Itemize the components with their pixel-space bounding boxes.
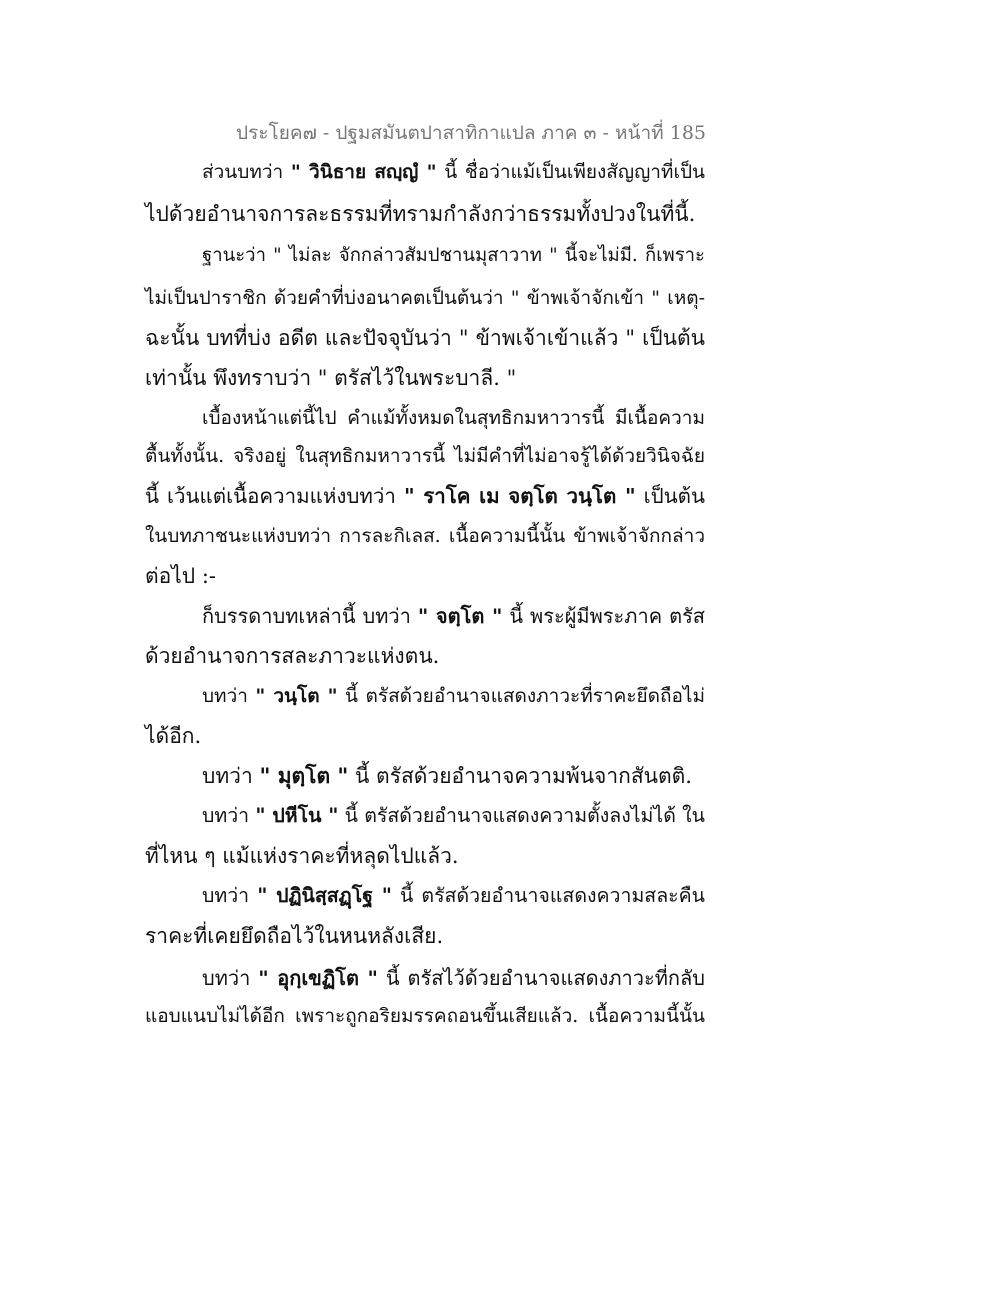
text-line: ตื้นทั้งนั้น. จริงอยู่ ในสุทธิกมหาวารนี้ ไม่มีคำที่ไม่อาจรู้ได้ด้วยวินิจฉัย bbox=[145, 445, 705, 467]
text-line: เบื้องหน้าแต่นี้ไป คำแม้ทั้งหมดในสุทธิกมหาวารนี้ มีเนื้อความ bbox=[202, 407, 705, 429]
text-line: ในบทภาชนะแห่งบทว่า การละกิเลส. เนื้อความนี้นั้น ข้าพเจ้าจักกล่าว bbox=[145, 525, 705, 547]
text-line: นี้ เว้นแต่เนื้อความแห่งบทว่า " ราโค เม จตฺโต วนฺโต " เป็นต้น bbox=[145, 484, 705, 508]
text-line: บทว่า " ปฏินิสฺสฏฺโฐ " นี้ ตรัสด้วยอำนาจแสดงความสละคืน bbox=[202, 884, 705, 907]
text-line: บทว่า " อุกฺเขฏิโต " นี้ ตรัสไว้ด้วยอำนาจแสดงภาวะที่กลับ bbox=[202, 966, 705, 990]
text-line: ไปด้วยอำนาจการละธรรมที่ทรามกำลังกว่าธรรมทั้งปวงในที่นี้. bbox=[145, 202, 696, 226]
text-line: บทว่า " ปหีโน " นี้ ตรัสด้วยอำนาจแสดงความตั้งลงไม่ได้ ใน bbox=[202, 804, 705, 827]
text-line: ก็บรรดาบทเหล่านี้ บทว่า " จตฺโต " นี้ พระผู้มีพระภาค ตรัส bbox=[202, 604, 706, 628]
text-line: แอบแนบไม่ได้อีก เพราะถูกอริยมรรคถอนขึ้นเสียแล้ว. เนื้อความนี้นั้น bbox=[145, 1005, 705, 1027]
text-line: บทว่า " มุตฺโต " นี้ ตรัสด้วยอำนาจความพ้นจากสันตติ. bbox=[202, 763, 692, 788]
text-line: เท่านั้น พึงทราบว่า " ตรัสไว้ในพระบาลี. " bbox=[145, 366, 517, 390]
text-line: ต่อไป :- bbox=[145, 564, 216, 588]
text-line: ไม่เป็นปาราชิก ด้วยคำที่บ่งอนาคตเป็นต้นว่า " ข้าพเจ้าจักเข้า " เหตุ- bbox=[145, 287, 705, 309]
text-line: ที่ไหน ๆ แม้แห่งราคะที่หลุดไปแล้ว. bbox=[145, 844, 459, 868]
text-line: บทว่า " วนฺโต " นี้ ตรัสด้วยอำนาจแสดงภาวะที่ราคะยึดถือไม่ bbox=[202, 685, 705, 707]
text-line: ด้วยอำนาจการสละภาวะแห่งตน. bbox=[145, 644, 440, 668]
text-line: ได้อีก. bbox=[145, 724, 202, 748]
text-line: ฐานะว่า " ไม่ละ จักกล่าวสัมปชานมุสาวาท " นี้จะไม่มี. ก็เพราะ bbox=[202, 245, 705, 266]
running-header: ประโยค๗ - ปฐมสมันตปาสาทิกาแปล ภาค ๓ - หน้าที่ 185 bbox=[236, 122, 706, 144]
text-line: ส่วนบทว่า " วินิธาย สญฺญํ " นี้ ชื่อว่าแม้เป็นเพียงสัญญาที่เป็น bbox=[202, 161, 705, 183]
text-line: ราคะที่เคยยึดถือไว้ในหนหลังเสีย. bbox=[145, 924, 444, 948]
text-line: ฉะนั้น บทที่บ่ง อดีต และปัจจุบันว่า " ข้าพเจ้าเข้าแล้ว " เป็นต้น bbox=[145, 326, 705, 350]
